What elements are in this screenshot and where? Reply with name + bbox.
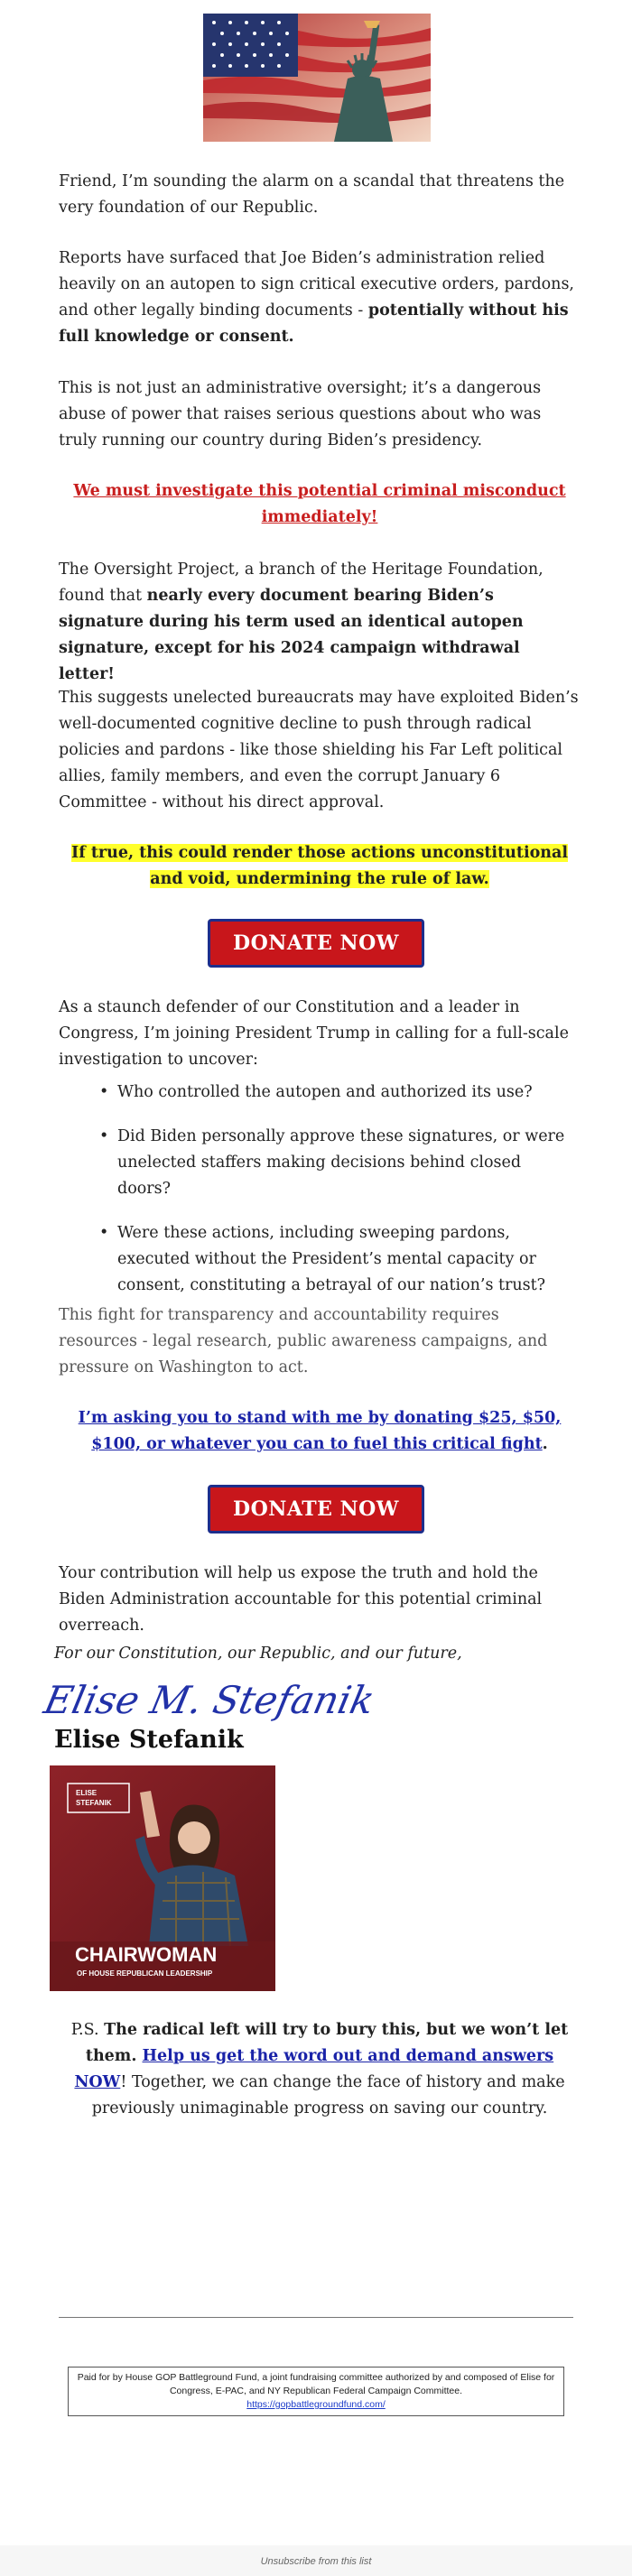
promo-tag-line1: ELISE — [76, 1789, 98, 1797]
highlighted-text: If true, this could render those actions unconstitutional and void, undermining the rule of law. — [71, 844, 568, 888]
signature-text: Elise M. Stefanik — [40, 1679, 378, 1723]
bureaucrats-paragraph: This suggests unelected bureaucrats may have exploited Biden’s well-documented cognitive decline to push through radical policies and pardons - like those shielding his Far Left political allies, family members, and even the corrupt January 6 Committee - without his direct approval. — [59, 689, 579, 811]
donate-button-2[interactable]: DONATE NOW — [208, 1485, 424, 1534]
investigate-alert-link[interactable]: We must investigate this potential criminal misconduct immediately! — [73, 482, 566, 526]
list-item: • Who controlled the autopen and authorized its use? — [99, 1080, 569, 1106]
donation-ask — [59, 1405, 581, 1458]
contribution-paragraph: Your contribution will help us expose the truth and hold the Biden Administration accountable for this potential criminal overreach. — [59, 1564, 543, 1635]
ps-rest: ! Together, we can change the face of history and make previously unimaginable progress on saving our country. — [91, 2073, 565, 2117]
ps-bold: The radical left will try to bury this, but we won’t let them. — [85, 2021, 569, 2065]
reports-emphasis: potentially without his full knowledge or consent. — [59, 301, 569, 346]
unsubscribe-link[interactable]: Unsubscribe from this list — [260, 2556, 372, 2567]
donation-ask-end: . — [542, 1435, 548, 1453]
reports-text: Reports have surfaced that Joe Biden’s administration relied heavily on an autopen to sign critical executive orders, pardons, and other legally binding documents - — [59, 249, 574, 320]
footer-divider — [59, 2317, 573, 2318]
oversight-paragraph — [59, 557, 581, 688]
signer-name: Elise Stefanik — [54, 1726, 244, 1754]
intro-paragraph: Friend, I’m sounding the alarm on a scandal that threatens the very foundation of our Republic. — [59, 172, 565, 217]
resources-paragraph: This fight for transparency and accountability requires resources - legal research, public awareness campaigns, and pressure on Washington to act. — [59, 1306, 548, 1376]
disclaimer-text: Paid for by House GOP Battleground Fund, a joint fundraising committee authorized by and composed of Elise for Congress, E-PAC, and NY Republican Federal Campaign Committee. — [77, 2372, 555, 2396]
highlight-paragraph — [59, 840, 581, 893]
ps-prefix: P.S. — [70, 2021, 105, 2039]
donation-ask-link[interactable]: I’m asking you to stand with me by donating $25, $50, $100, or whatever you can to fuel this critical fight — [78, 1409, 562, 1453]
abuse-paragraph: This is not just an administrative oversight; it’s a dangerous abuse of power that raises serious questions about who was truly running our country during Biden’s presidency. — [59, 379, 542, 449]
list-item: • Did Biden personally approve these signatures, or were unelected staffers making decisions behind closed doors? — [99, 1124, 569, 1202]
reports-paragraph — [59, 246, 581, 350]
hero-image-flag-liberty — [203, 14, 431, 142]
donate-button-1[interactable]: DONATE NOW — [208, 919, 424, 968]
promo-tag-line2: STEFANIK — [76, 1799, 112, 1807]
defender-paragraph: As a staunch defender of our Constitution and a leader in Congress, I’m joining President Trump in calling for a full-scale investigation to uncover: — [59, 998, 569, 1069]
promo-subtitle: OF HOUSE REPUBLICAN LEADERSHIP — [77, 1969, 213, 1978]
handwritten-signature — [40, 1670, 378, 1733]
promo-title: CHAIRWOMAN — [75, 1943, 218, 1966]
paid-for-disclaimer — [68, 2367, 564, 2416]
disclaimer-link[interactable]: https://gopbattlegroundfund.com/ — [246, 2399, 386, 2410]
ps-link[interactable]: Help us get the word out and demand answers NOW — [74, 2047, 554, 2091]
investigate-alert[interactable] — [59, 478, 581, 531]
investigation-questions-list — [99, 1080, 569, 1317]
list-item: • Were these actions, including sweeping pardons, executed without the President’s mental capacity or consent, constituting a betrayal of our nation’s trust? — [99, 1220, 569, 1299]
oversight-text: The Oversight Project, a branch of the Heritage Foundation, found that — [59, 561, 544, 605]
ps-paragraph — [59, 2017, 581, 2122]
closing-line: For our Constitution, our Republic, and our future, — [54, 1645, 462, 1663]
chairwoman-promo-image — [50, 1765, 275, 1991]
oversight-emphasis: nearly every document bearing Biden’s signature during his term used an identical autopen signature, except for his 2024 campaign withdrawal letter! — [59, 587, 524, 683]
